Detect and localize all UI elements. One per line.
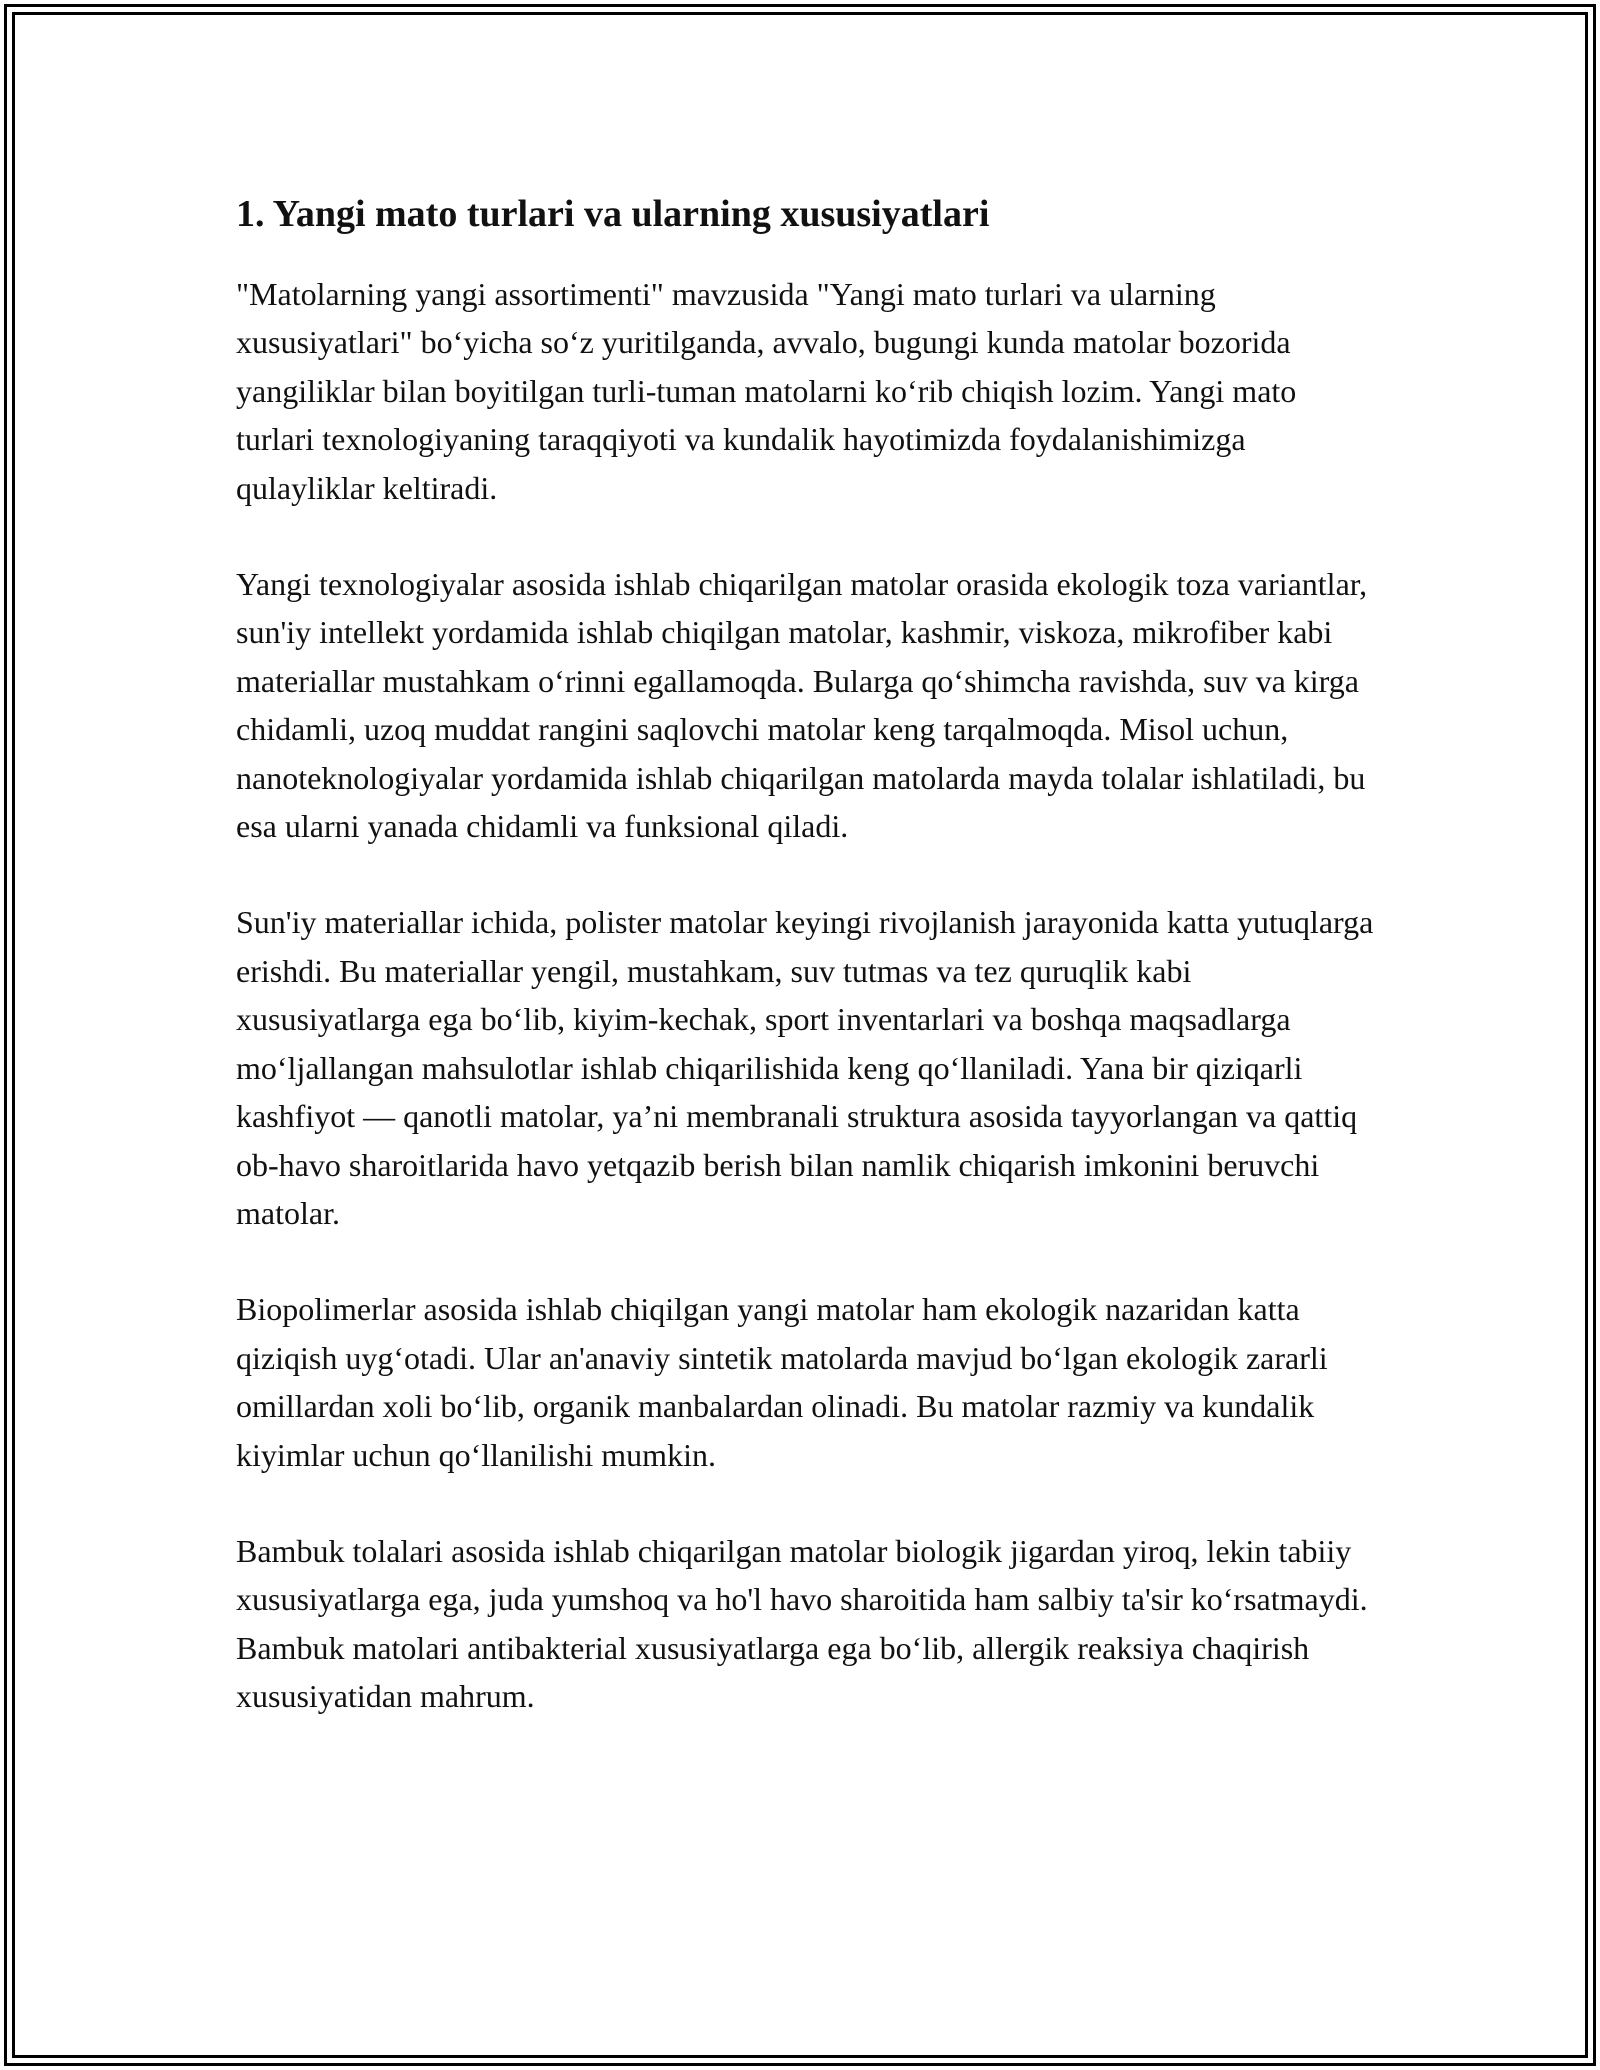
document-body (236, 188, 1376, 1769)
paragraph-1: "Matolarning yangi assortimenti" mavzusida "Yangi mato turlari va ularning xususiyatlari" bo‘yicha so‘z yuritilganda, avvalo, bugungi kunda matolar bozorida yangiliklar bilan boyitilgan turli-tuman matolarni ko‘rib chiqish lozim. Yangi mato turlari texnologiyaning taraqqiyoti va kundalik hayotimizda foydalanishimizga qulayliklar keltiradi. (236, 276, 1297, 506)
paragraph-4: Biopolimerlar asosida ishlab chiqilgan yangi matolar ham ekologik nazaridan katta qiziqish uyg‘otadi. Ular an'anaviy sintetik matolarda mavjud bo‘lgan ekologik zararli omillardan xoli bo‘lib, organik manbalardan olinadi. Bu matolar razmiy va kundalik kiyimlar uchun qo‘llanilishi mumkin. (236, 1291, 1328, 1473)
paragraph-2: Yangi texnologiyalar asosida ishlab chiqarilgan matolar orasida ekologik toza variantlar, sun'iy intellekt yordamida ishlab chiqilgan matolar, kashmir, viskoza, mikrofiber kabi materiallar mustahkam o‘rinni egallamoqda. Bularga qo‘shimcha ravishda, suv va kirga chidamli, uzoq muddat rangini saqlovchi matolar keng tarqalmoqda. Misol uchun, nanoteknologiyalar yordamida ishlab chiqarilgan matolarda mayda tolalar ishlatiladi, bu esa ularni yanada chidamli va funksional qiladi. (236, 566, 1368, 845)
paragraph-3: Sun'iy materiallar ichida, polister matolar keyingi rivojlanish jarayonida katta yutuqlarga erishdi. Bu materiallar yengil, mustahkam, suv tutmas va tez quruqlik kabi xususiyatlarga ega bo‘lib, kiyim-kechak, sport inventarlari va boshqa maqsadlarga mo‘ljallangan mahsulotlar ishlab chiqarilishida keng qo‘llaniladi. Yana bir qiziqarli kashfiyot — qanotli matolar, ya’ni membranali struktura asosida tayyorlangan va qattiq ob-havo sharoitlarida havo yetqazib berish bilan namlik chiqarish imkonini beruvchi matolar. (236, 904, 1374, 1231)
document-title: 1. Yangi mato turlari va ularning xususiyatlari (236, 193, 990, 235)
paragraph-5: Bambuk tolalari asosida ishlab chiqarilgan matolar biologik jigardan yiroq, lekin tabiiy xususiyatlarga ega, juda yumshoq va ho'l havo sharoitida ham salbiy ta'sir ko‘rsatmaydi. Bambuk matolari antibakterial xususiyatlarga ega bo‘lib, allergik reaksiya chaqirish xususiyatidan mahrum. (236, 1532, 1368, 1715)
